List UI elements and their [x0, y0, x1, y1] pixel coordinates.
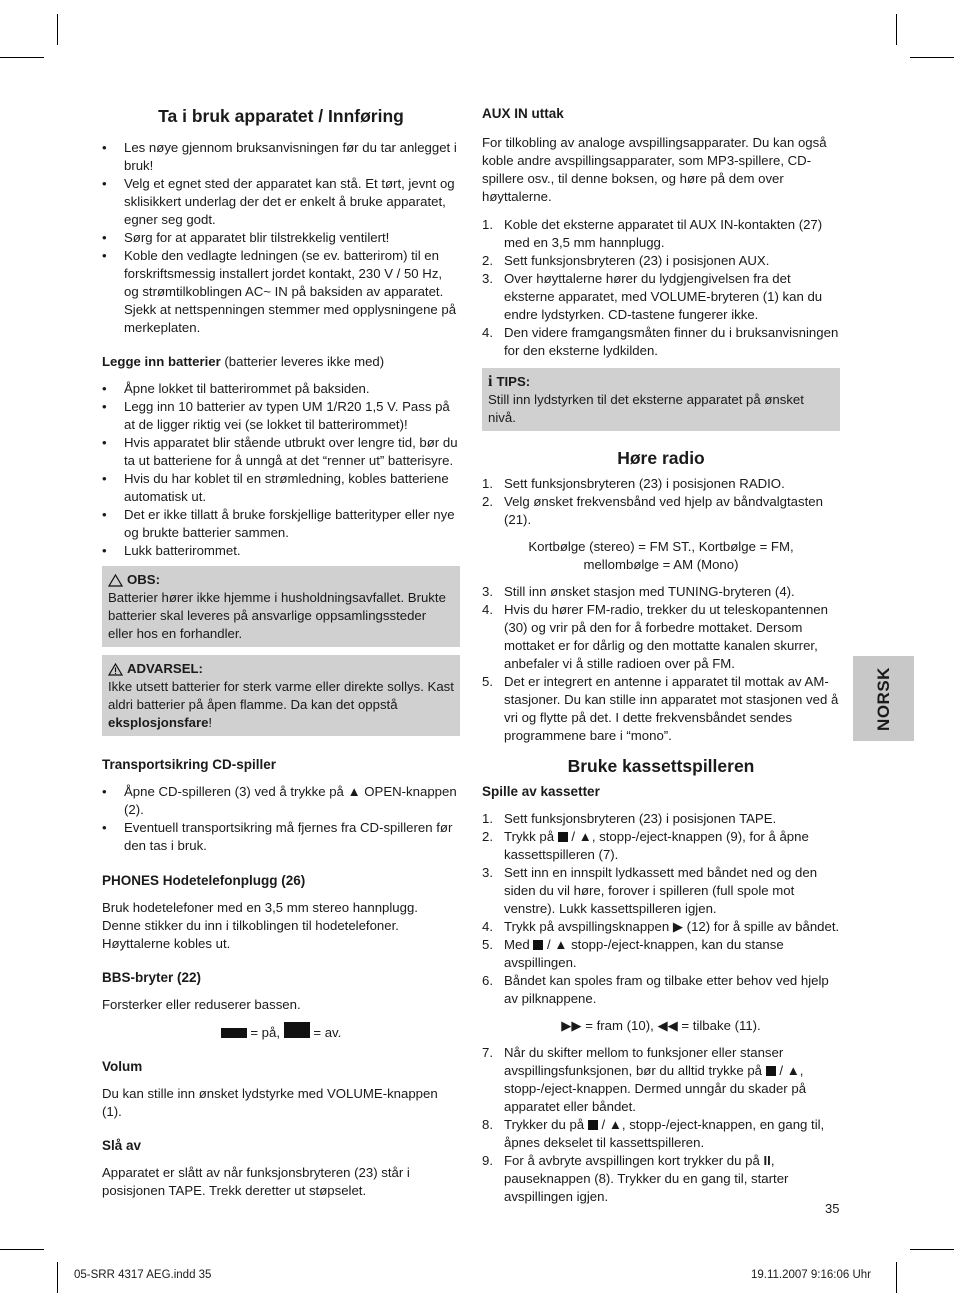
- list-item: 4. Trykk på avspillingsknappen ▶ (12) for å spille av båndet.: [482, 919, 840, 934]
- radio-steps-b: [482, 583, 840, 745]
- intro-list: [102, 139, 460, 337]
- right-column: [482, 105, 840, 1218]
- battery-note: (batterier leveres ikke med): [224, 354, 385, 369]
- list-item: 4. Hvis du hører FM-radio, trekker du ut teleskopantennen (30) og vrir på den for å forbedre mottaket. Dersom mottaket er for dårlig og den mottatte kanalen skurrer, anbefaler vi å stille radioen over på FM.: [482, 602, 828, 671]
- list-item: • Åpne lokket til batterirommet på baksiden.: [102, 380, 460, 398]
- list-item: • Eventuell transportsikring må fjernes fra CD-spilleren før den tas i bruk.: [102, 819, 460, 855]
- pause-icon: II: [763, 1153, 771, 1168]
- language-tab: [853, 656, 914, 741]
- obs-text: Batterier hører ikke hjemme i husholdningsavfallet. Brukte batterier skal leveres på ansvarlige oppsamlingssteder eller hos en forhandler.: [108, 590, 446, 641]
- list-item: 1. Sett funksjonsbryteren (23) i posisjonen RADIO.: [482, 476, 785, 491]
- bbs-heading: BBS-bryter (22): [102, 970, 202, 985]
- bbs-text: Forsterker eller reduserer bassen.: [102, 997, 301, 1012]
- transport-heading: Transportsikring CD-spiller: [102, 757, 277, 772]
- language-tab-label: NORSK: [873, 666, 893, 731]
- list-item: 2. Velg ønsket frekvensbånd ved hjelp av båndvalgtasten (21).: [482, 494, 823, 527]
- list-item: 7. Når du skifter mellom to funksjoner eller stanser avspillingsfunksjonen, bør du alltid trykke på / ▲, stopp-/eject-knappen. Dermed unngår du skader på apparatet eller båndet.: [482, 1045, 807, 1114]
- list-item: • Det er ikke tillatt å bruke forskjellige batterityper eller nye og brukte batterier sammen.: [102, 506, 460, 542]
- eject-icon: ▲: [608, 1117, 622, 1132]
- aux-text: For tilkobling av analoge avspillingsapparater. Du kan også koble andre avspillingsapparater, som MP3-spillere, CD-spillere osv., til denne boksen, og høre på dem over høyttalerne.: [482, 135, 827, 204]
- warning-text: Ikke utsett batterier for sterk varme eller direkte sollys. Kast aldri batterier på åpen flamme. Da kan det oppstå eksplosjonsfare!: [108, 679, 454, 730]
- radio-steps-a: [482, 475, 840, 529]
- stop-icon: [558, 832, 568, 842]
- eject-icon: ▲: [554, 937, 568, 952]
- list-item: 4. Den videre framgangsmåten finner du i bruksanvisningen for den eksterne lydkilden.: [482, 325, 839, 358]
- warning-header: [108, 660, 454, 678]
- switch-on-icon: [221, 1028, 247, 1038]
- phones-heading: PHONES Hodetelefonplugg (26): [102, 873, 306, 888]
- bbs-legend: = på, = av.: [102, 1022, 460, 1042]
- crop-mark: [57, 1262, 58, 1293]
- eject-triangle-icon: ▲: [347, 784, 361, 799]
- crop-mark: [0, 1249, 44, 1250]
- list-item: 1. Sett funksjonsbryteren (23) i posisjonen TAPE.: [482, 811, 777, 826]
- left-column: [102, 105, 460, 1210]
- play-icon: ▶: [672, 919, 683, 934]
- obs-header: [108, 571, 454, 589]
- battery-heading: Legge inn batterier: [102, 354, 221, 369]
- list-item: • Legg inn 10 batterier av typen UM 1/R20 1,5 V. Pass på at de ligger riktig vei (se lokket til batterirommet)!: [102, 398, 460, 434]
- aux-steps: [482, 216, 840, 360]
- list-item: 5. Med / ▲ stopp-/eject-knappen, kan du stanse avspillingen.: [482, 937, 784, 970]
- list-item: • Lukk batterirommet.: [102, 542, 460, 560]
- tape-steps-a: [482, 810, 840, 1008]
- stop-icon: [766, 1066, 776, 1076]
- eject-icon: ▲: [786, 1063, 800, 1078]
- list-item: 8. Trykker du på / ▲, stopp-/eject-knappen, en gang til, åpnes dekselet til kassettspilleren.: [482, 1117, 825, 1150]
- battery-heading-line: [102, 353, 460, 371]
- page-number: 35: [825, 1201, 840, 1216]
- obs-box: [102, 566, 460, 647]
- crop-mark: [910, 57, 954, 58]
- crop-mark: [896, 14, 897, 45]
- info-icon: i: [488, 373, 493, 390]
- tips-box: [482, 368, 840, 431]
- aux-heading: AUX IN uttak: [482, 106, 564, 121]
- tips-header: [488, 373, 834, 391]
- list-item: • Hvis apparatet blir stående utbrukt over lengre tid, bør du ta ut batteriene for å unngå at det “renner ut” batterisyre.: [102, 434, 460, 470]
- battery-list: [102, 380, 460, 560]
- list-item: 3. Over høyttalerne hører du lydgjengivelsen fra det eksterne apparatet, med VOLUME-bryteren (1) kan du endre lydstyrken. CD-tastene fungerer ikke.: [482, 271, 823, 322]
- section-title-tape: Bruke kassettspilleren: [567, 756, 755, 776]
- list-item: 2. Sett funksjonsbryteren (23) i posisjonen AUX.: [482, 253, 770, 268]
- warning-exclamation-icon: [108, 663, 123, 676]
- list-item: • Les nøye gjennom bruksanvisningen før du tar anlegget i bruk!: [102, 139, 460, 175]
- section-title-radio: Høre radio: [617, 448, 705, 468]
- obs-label: OBS:: [127, 572, 160, 587]
- band-legend: Kortbølge (stereo) = FM ST., Kortbølge = FM, mellombølge = AM (Mono): [528, 539, 794, 572]
- list-item: • Sørg for at apparatet blir tilstrekkelig ventilert!: [102, 229, 460, 247]
- rewind-icon: ◀◀: [657, 1018, 678, 1033]
- tape-subheading: Spille av kassetter: [482, 784, 600, 799]
- volume-text: Du kan stille inn ønsket lydstyrke med VOLUME-knappen (1).: [102, 1086, 438, 1119]
- list-item: 1. Koble det eksterne apparatet til AUX IN-kontakten (27) med en 3,5 mm hannplugg.: [482, 217, 823, 250]
- list-item: • Hvis du har koblet til en strømledning, kobles batteriene automatisk ut.: [102, 470, 460, 506]
- footer-right: 19.11.2007 9:16:06 Uhr: [751, 1269, 871, 1281]
- eject-icon: ▲: [578, 829, 592, 844]
- crop-mark: [57, 14, 58, 45]
- warning-bold: eksplosjonsfare: [108, 715, 209, 730]
- crop-mark: [910, 1249, 954, 1250]
- phones-text: Bruk hodetelefoner med en 3,5 mm stereo hannplugg. Denne stikker du inn i tilkoblingen til hodetelefoner. Høyttalerne kobles ut.: [102, 900, 418, 951]
- tips-text: Still inn lydstyrken til det eksterne apparatet på ønsket nivå.: [488, 392, 804, 425]
- stop-icon: [588, 1120, 598, 1130]
- list-item: 3. Still inn ønsket stasjon med TUNING-bryteren (4).: [482, 584, 795, 599]
- warning-box: [102, 655, 460, 736]
- list-item: 3. Sett inn en innspilt lydkassett med båndet ned og den siden du vil høre, forover i spilleren (full spole mot venstre). Lukk kassettspilleren igjen.: [482, 865, 818, 916]
- tape-steps-b: [482, 1044, 840, 1206]
- volume-heading: Volum: [102, 1059, 143, 1074]
- list-item: 2. Trykk på / ▲, stopp-/eject-knappen (9), for å åpne kassettspilleren (7).: [482, 829, 809, 862]
- list-item: • Koble den vedlagte ledningen (se ev. batterirom) til en forskriftsmessig installert jordet kontakt, 230 V / 50 Hz, og strømtilkoblingen AC~ IN på baksiden av apparatet. Sjekk at nettspenningen stemmer med opplysningene på merkeplaten.: [102, 247, 460, 337]
- stop-icon: [533, 940, 543, 950]
- transport-list: [102, 783, 460, 855]
- tips-label: TIPS:: [496, 374, 531, 389]
- section-title-setup: Ta i bruk apparatet / Innføring: [158, 106, 404, 126]
- wind-legend: ▶▶ = fram (10), ◀◀ = tilbake (11).: [561, 1018, 761, 1033]
- warning-label: ADVARSEL:: [127, 661, 203, 676]
- list-item: • Velg et egnet sted der apparatet kan stå. Et tørt, jevnt og sklisikkert underlag der det er enkelt å bruke apparatet, egner seg godt.: [102, 175, 460, 229]
- warning-triangle-icon: [108, 574, 123, 587]
- off-text: Apparatet er slått av når funksjonsbryteren (23) står i posisjonen TAPE. Trekk deretter ut støpselet.: [102, 1165, 410, 1198]
- off-heading: Slå av: [102, 1138, 142, 1153]
- fast-forward-icon: ▶▶: [561, 1018, 582, 1033]
- crop-mark: [896, 1262, 897, 1293]
- list-item: 9. For å avbryte avspillingen kort trykker du på II, pauseknappen (8). Trykker du en gang til, starter avspillingen igjen.: [482, 1153, 789, 1204]
- list-item: 6. Båndet kan spoles fram og tilbake etter behov ved hjelp av pilknappene.: [482, 973, 829, 1006]
- footer-left: 05-SRR 4317 AEG.indd 35: [74, 1269, 212, 1281]
- list-item: • Åpne CD-spilleren (3) ved å trykke på ▲ OPEN-knappen (2).: [102, 783, 460, 819]
- crop-mark: [0, 57, 44, 58]
- list-item: 5. Det er integrert en antenne i apparatet til mottak av AM-stasjoner. Du kan stille inn apparatet mot stasjonen ved å vri og flytte på det. I dette frekvensbåndet sendes programmene bare i “mono”.: [482, 674, 839, 743]
- switch-off-icon: [284, 1022, 310, 1038]
